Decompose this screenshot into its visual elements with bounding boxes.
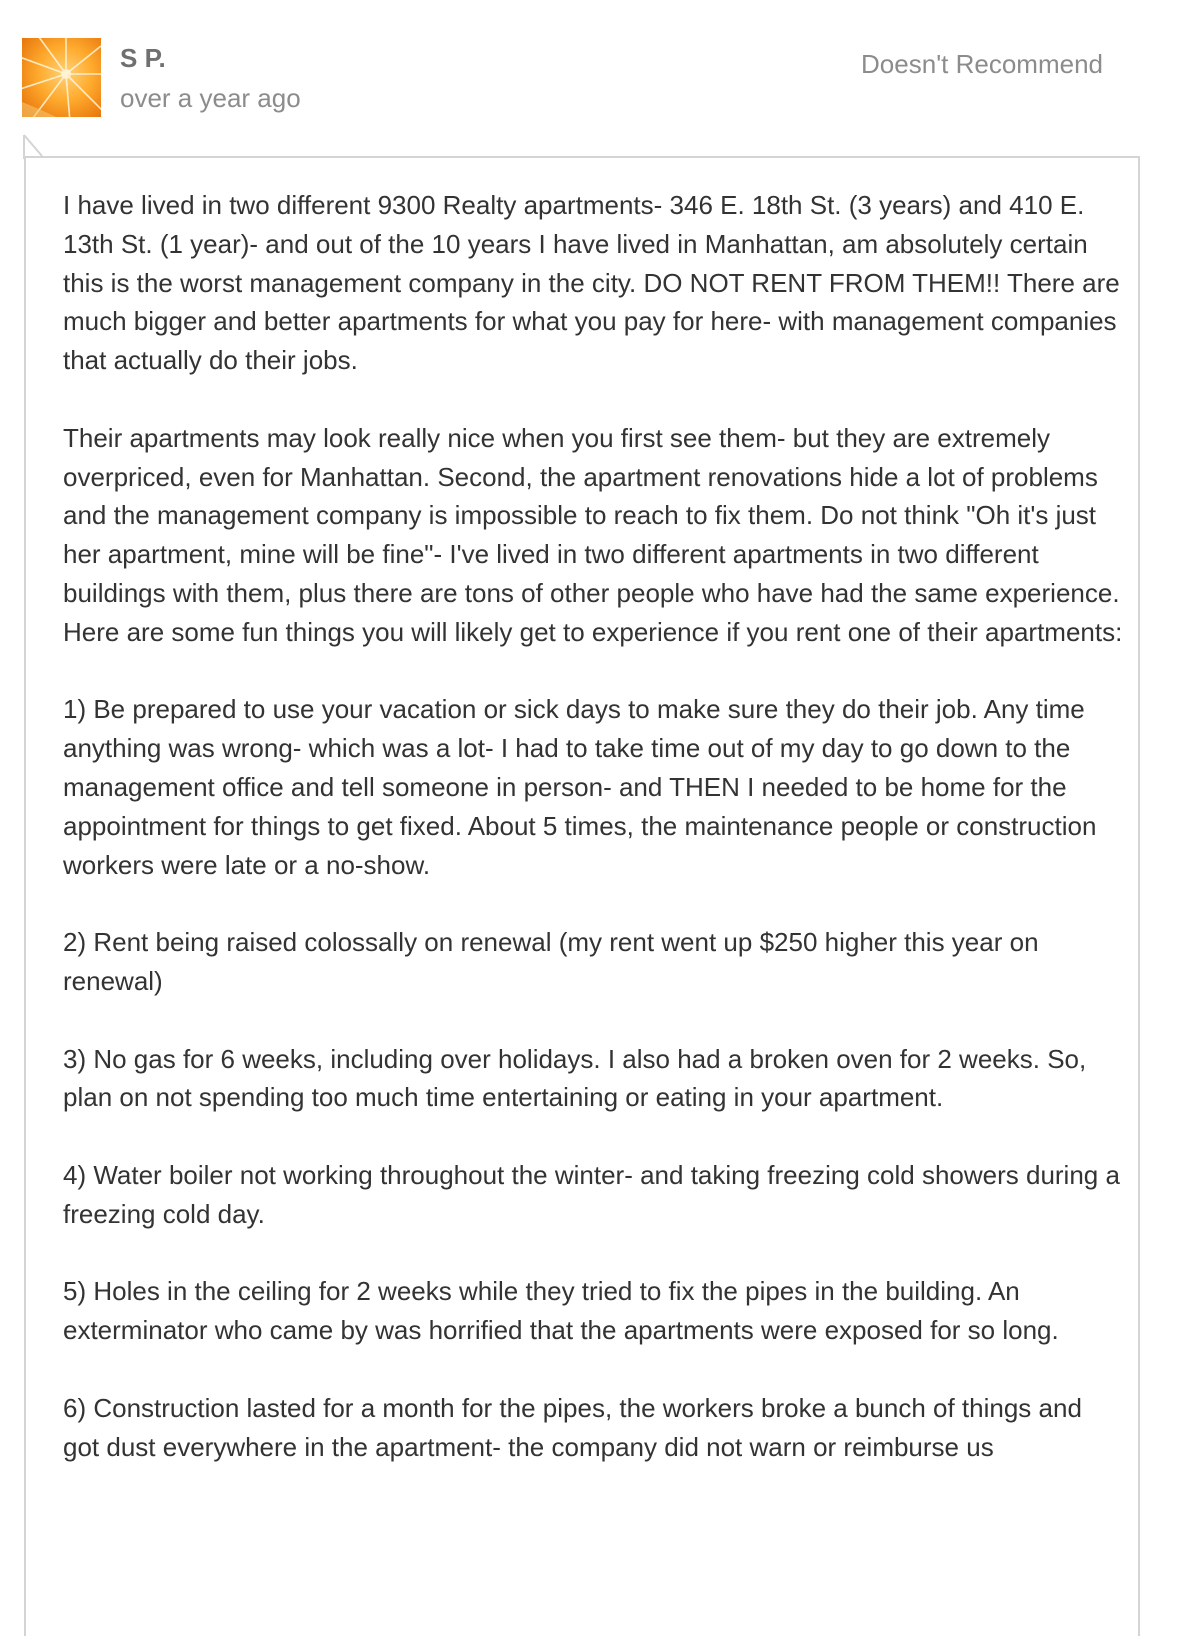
review-text [63,186,1123,1505]
review-paragraph: 4) Water boiler not working throughout the winter- and taking freezing cold showers during a freezing cold day. [63,1159,1120,1229]
review-paragraph: 2) Rent being raised colossally on renewal (my rent went up $250 higher this year on renewal) [63,927,1039,996]
author-name[interactable]: S P. [120,43,166,73]
review-paragraph: 3) No gas for 6 weeks, including over holidays. I also had a broken oven for 2 weeks. So, plan on not spending too much time entertaining or eating in your apartment. [63,1043,1087,1113]
recommendation-status: Doesn't Recommend [861,49,1103,79]
post-date: over a year ago [120,83,301,113]
avatar[interactable] [22,38,101,117]
orange-slice-icon [22,38,101,117]
review-paragraph: 6) Construction lasted for a month for the pipes, the workers broke a bunch of things and got dust everywhere in the apartment- the company did not warn or reimburse us [63,1392,1082,1462]
review-header [0,0,1184,150]
review-paragraph: Their apartments may look really nice when you first see them- but they are extremely overpriced, even for Manhattan. Second, the apartment renovations hide a lot of problems and the management company is impossible to reach to fix them. Do not think "Oh it's just her apartment, mine will be fine"- I've lived in two different apartments in two different buildings with them, plus there are tons of other people who have had the same experience. Here are some fun things you will likely get to experience if you rent one of their apartments: [63,422,1123,647]
review-paragraph: I have lived in two different 9300 Realty apartments- 346 E. 18th St. (3 years) and 410 E. 13th St. (1 year)- and out of the 10 years I have lived in Manhattan, am absolutely certain this is the worst management company in the city. DO NOT RENT FROM THEM!! There are much bigger and better apartments for what you pay for here- with management companies that actually do their jobs. [63,190,1120,376]
review-paragraph: 5) Holes in the ceiling for 2 weeks while they tried to fix the pipes in the building. An exterminator who came by was horrified that the apartments were exposed for so long. [63,1276,1059,1346]
review-paragraph: 1) Be prepared to use your vacation or sick days to make sure they do their job. Any time anything was wrong- which was a lot- I had to take time out of my day to go down to the management office and tell someone in person- and THEN I needed to be home for the appointment for things to get fixed. About 5 times, the maintenance people or construction workers were late or a no-show. [63,694,1097,880]
